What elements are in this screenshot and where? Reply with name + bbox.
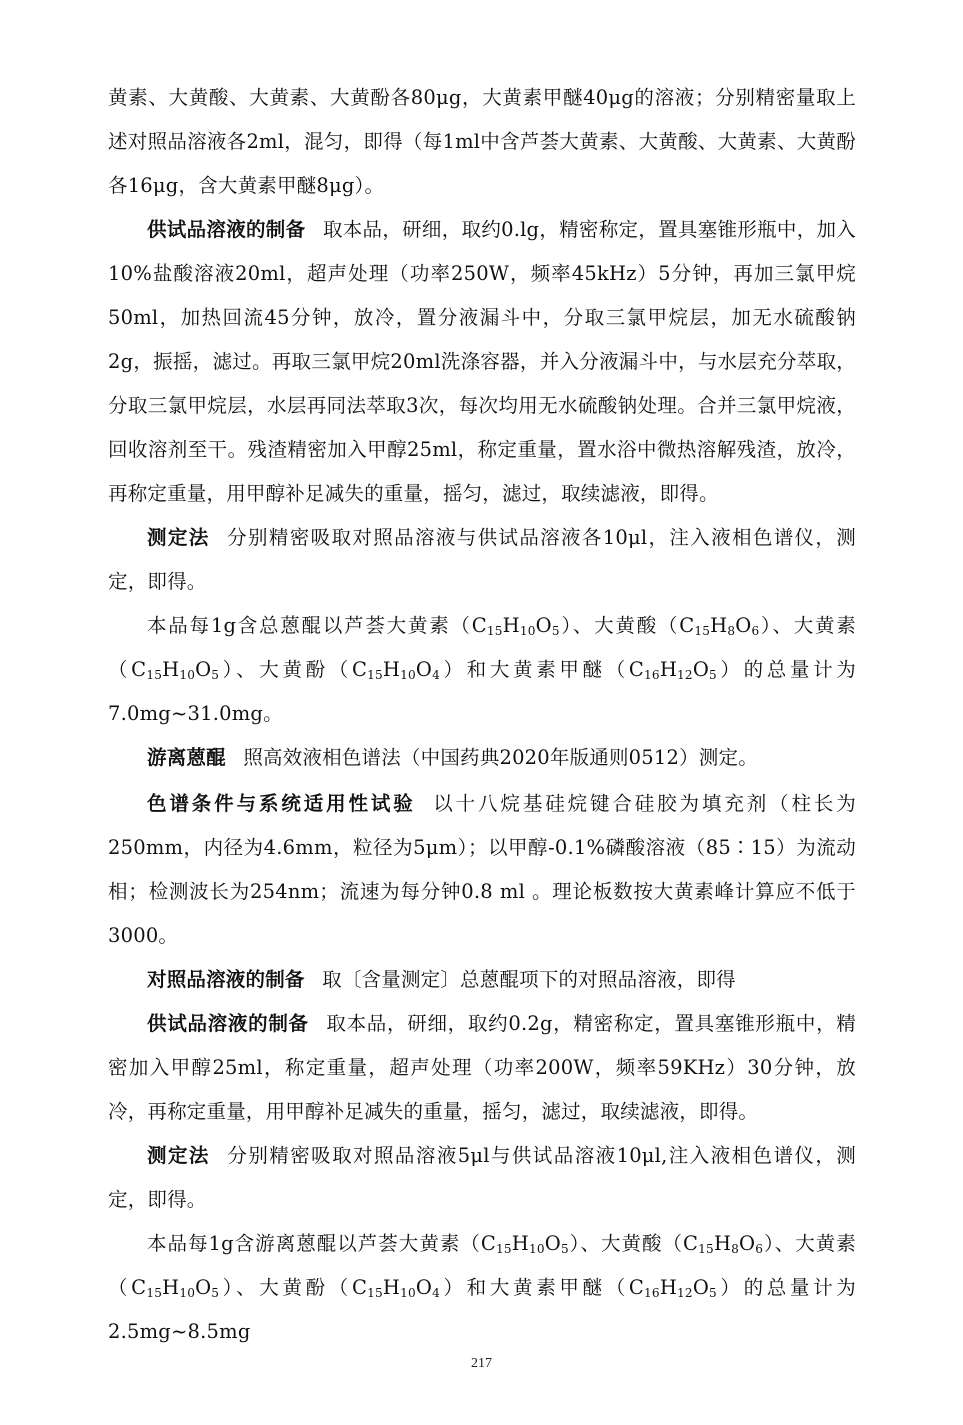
formula-subscript: 5 — [211, 668, 220, 683]
formula-subscript: 15 — [486, 624, 503, 639]
paragraph-4-total-anthraquinone — [108, 604, 856, 736]
section-heading: 供试品溶液的制备 — [147, 218, 306, 241]
section-heading: 对照品溶液的制备 — [147, 968, 305, 991]
paragraph-text: 以十八烷基硅烷键合硅胶为填充剂（柱长为250mm，内径为4.6mm，粒径为5μm）；以甲醇-0.1%磷酸溶液（85∶15）为流动相；检测波长为254nm；流速为每分钟0.8 ml 。理论板数按大黄素峰计算应不低于3000。 — [108, 792, 856, 947]
page-number: 217 — [471, 1356, 492, 1371]
formula-text: 本品每1g含游离蒽醌以芦荟大黄素$(C_{15}H_{10}O_5)$、大黄酸$(C_{15}H_8O_6)$、大黄素$(C_{15}H_{10}O_5)$、大黄酚$(C_{15}H_{10}O_4)$和大黄素甲醚$(C_{16}H_{12}O_5)$的总量计为2.5mg~8.5mg — [108, 1232, 856, 1343]
section-heading: 色谱条件与系统适用性试验 — [147, 792, 416, 815]
formula-subscript: 6 — [755, 1242, 764, 1257]
paragraph-text: 取〔含量测定〕总蒽醌项下的对照品溶液，即得 — [322, 968, 736, 991]
formula-subscript: 16 — [644, 668, 660, 683]
formula-subscript: 4 — [432, 1286, 440, 1301]
formula-subscript: 12 — [677, 1286, 693, 1301]
formula-subscript: 10 — [529, 1242, 545, 1257]
paragraph-7 — [108, 958, 856, 1002]
formula-subscript: 4 — [432, 668, 440, 683]
formula-subscript: 15 — [367, 668, 383, 683]
paragraph-text: 分别精密吸取对照品溶液5μl与供试品溶液10μl,注入液相色谱仪，测定，即得。 — [108, 1144, 856, 1211]
paragraph-text: 照高效液相色谱法（中国药典2020年版通则0512）测定。 — [243, 746, 758, 769]
formula-subscript: 10 — [179, 1286, 196, 1301]
formula-subscript: 15 — [146, 668, 163, 683]
formula-text: 本品每1g含总蒽醌以芦荟大黄素$(C_{15}H_{10}O_5)$、大黄酸$(C_{15}H_8O_6)$、大黄素$(C_{15}H_{10}O_5)$、大黄酚$(C_{15}H_{10}O_4)$和大黄素甲醚$(C_{16}H_{12}O_5)$的总量计为7.0mg~31.0mg。 — [108, 614, 856, 725]
formula-subscript: 16 — [644, 1286, 660, 1301]
formula-subscript: 15 — [367, 1286, 383, 1301]
formula-subscript: 10 — [179, 668, 196, 683]
formula-subscript: 5 — [551, 624, 560, 639]
formula-subscript: 12 — [677, 668, 693, 683]
paragraph-text: 分别精密吸取对照品溶液与供试品溶液各10μl，注入液相色谱仪，测定，即得。 — [108, 526, 856, 593]
formula-subscript: 5 — [560, 1242, 569, 1257]
paragraph-5 — [108, 736, 856, 780]
formula-subscript: 15 — [694, 624, 711, 639]
paragraph-8 — [108, 1002, 856, 1134]
paragraph-text: 取本品，研细，取约0.lg，精密称定，置具塞锥形瓶中，加入10%盐酸溶液20ml，超声处理（功率250W，频率45kHz）5分钟，再加三氯甲烷50ml，加热回流45分钟，放冷，置分液漏斗中，分取三氯甲烷层，加无水硫酸钠2g，振摇，滤过。再取三氯甲烷20ml洗涤容器，并入分液漏斗中，与水层充分萃取，分取三氯甲烷层，水层再同法萃取3次，每次均用无水硫酸钠处理。合并三氯甲烷液，回收溶剂至干。残渣精密加入甲醇25ml，称定重量，置水浴中微热溶解残渣，放冷，再称定重量，用甲醇补足减失的重量，摇匀，滤过，取续滤液，即得。 — [108, 218, 857, 505]
section-heading: 游离蒽醌 — [147, 746, 226, 769]
paragraph-text: 取本品，研细，取约0.2g，精密称定，置具塞锥形瓶中，精密加入甲醇25ml，称定重量，超声处理（功率200W，频率59KHz）30分钟，放冷，再称定重量，用甲醇补足减失的重量，摇匀，滤过，取续滤液，即得。 — [108, 1012, 856, 1123]
paragraph-text: 黄素、大黄酸、大黄素、大黄酚各80μg，大黄素甲醚40μg的溶液；分别精密量取上述对照品溶液各2ml，混匀，即得（每1ml中含芦荟大黄素、大黄酸、大黄素、大黄酚各16μg，含大黄素甲醚8μg）。 — [108, 86, 856, 197]
formula-subscript: 5 — [709, 668, 717, 683]
section-heading: 测定法 — [147, 1144, 210, 1167]
formula-subscript: 8 — [727, 624, 736, 639]
paragraph-9 — [108, 1134, 856, 1222]
section-heading: 测定法 — [147, 526, 210, 549]
formula-subscript: 8 — [731, 1242, 740, 1257]
formula-subscript: 15 — [698, 1242, 714, 1257]
formula-subscript: 15 — [496, 1242, 512, 1257]
document-body — [108, 76, 856, 1354]
formula-subscript: 5 — [709, 1286, 717, 1301]
formula-subscript: 5 — [211, 1286, 220, 1301]
paragraph-6 — [108, 782, 856, 958]
formula-subscript: 10 — [400, 1286, 416, 1301]
formula-subscript: 15 — [146, 1286, 163, 1301]
formula-subscript: 10 — [400, 668, 416, 683]
section-heading: 供试品溶液的制备 — [147, 1012, 309, 1035]
paragraph-1 — [108, 76, 856, 208]
paragraph-10-free-anthraquinone — [108, 1222, 856, 1354]
formula-subscript: 10 — [519, 624, 536, 639]
paragraph-3 — [108, 516, 856, 604]
paragraph-2 — [108, 208, 856, 516]
formula-subscript: 6 — [751, 624, 760, 639]
